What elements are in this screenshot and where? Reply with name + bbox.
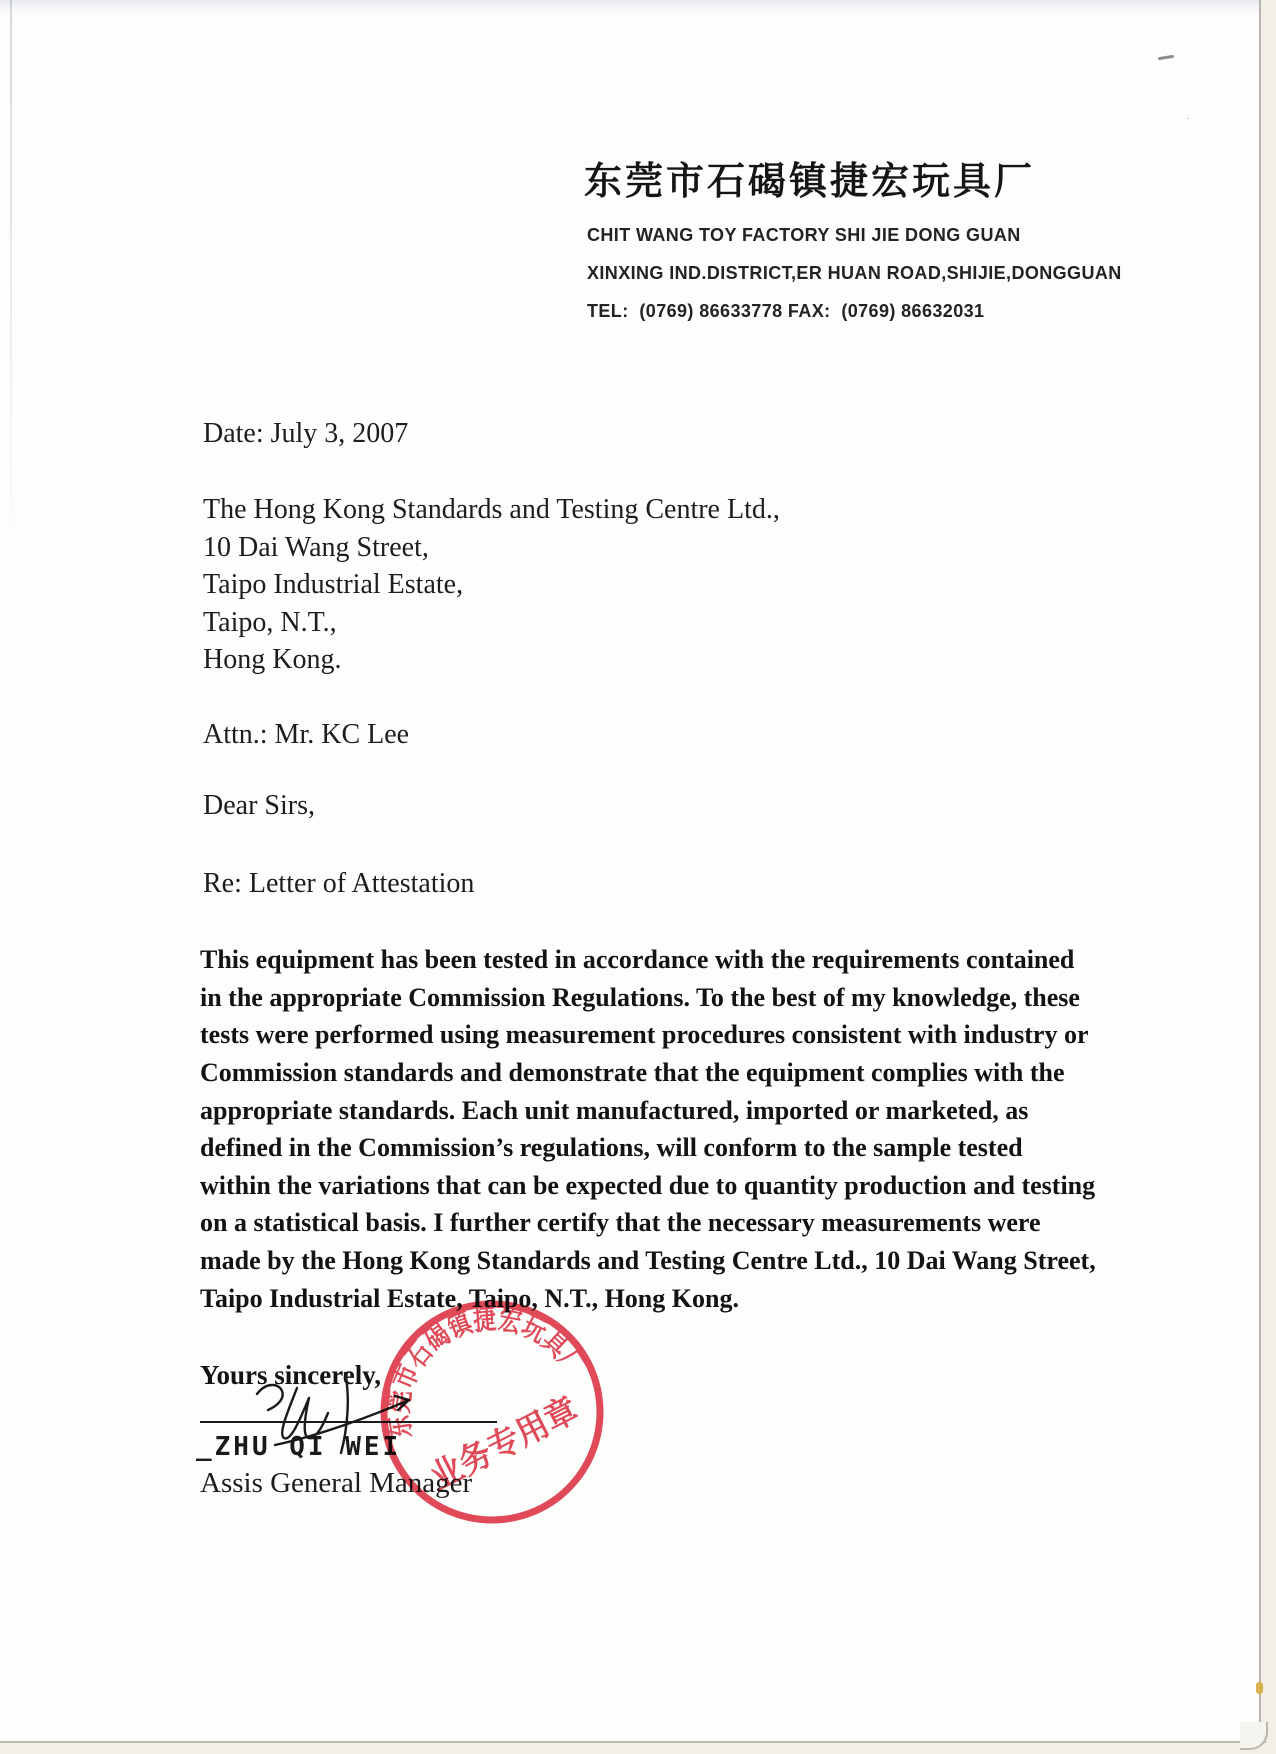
body-line: Commission standards and demonstrate that the equipment complies with the	[200, 1058, 1065, 1087]
body-line: appropriate standards. Each unit manufactured, imported or marketed, as	[200, 1096, 1029, 1125]
recipient-line: Taipo, N.T.,	[203, 607, 337, 638]
body-line: within the variations that can be expected due to quantity production and testing	[200, 1171, 1096, 1200]
body-line: Taipo Industrial Estate, Taipo, N.T., Hong Kong.	[200, 1284, 739, 1313]
scan-artifact: ·	[1186, 113, 1190, 125]
body-line: on a statistical basis. I further certify that the necessary measurements were	[200, 1208, 1041, 1237]
body-line: made by the Hong Kong Standards and Testing Centre Ltd., 10 Dai Wang Street,	[200, 1246, 1096, 1275]
recipient-line: The Hong Kong Standards and Testing Centre Ltd.,	[203, 494, 780, 525]
scan-edge-right	[1259, 0, 1276, 1754]
recipient-line: 10 Dai Wang Street,	[203, 532, 429, 563]
recipient-line: Taipo Industrial Estate,	[203, 569, 464, 600]
company-address: XINXING IND.DISTRICT,ER HUAN ROAD,SHIJIE,DONGGUAN	[587, 263, 1122, 283]
company-name-chinese: 东莞市石碣镇捷宏玩具厂	[584, 161, 1036, 203]
recipient-line: Hong Kong.	[203, 644, 342, 675]
valediction: Yours sincerely,	[200, 1360, 381, 1390]
scan-edge-bottom	[0, 1741, 1266, 1754]
company-seal-stamp	[374, 1294, 610, 1530]
scan-edge-left	[10, 0, 12, 560]
body-line: tests were performed using measurement procedures consistent with industry or	[200, 1020, 1089, 1049]
company-tel-fax: TEL: (0769) 86633778 FAX: (0769) 86632031	[587, 301, 985, 321]
signer-title: Assis General Manager	[200, 1467, 473, 1499]
attention-line: Attn.: Mr. KC Lee	[203, 719, 410, 750]
body-line: This equipment has been tested in accordance with the requirements contained	[200, 945, 1075, 974]
body-line: in the appropriate Commission Regulations. To the best of my knowledge, these	[200, 983, 1080, 1012]
company-name-english: CHIT WANG TOY FACTORY SHI JIE DONG GUAN	[587, 225, 1021, 245]
scan-artifact	[1158, 55, 1174, 60]
stamp-center-text: 业务专用章	[424, 1386, 594, 1498]
scan-edge-top	[0, 0, 1276, 14]
signer-name: _ZHU QI WEI	[196, 1432, 402, 1462]
stamp-ring-text: 东莞市石碣镇捷宏玩具厂	[381, 1302, 594, 1441]
date-line: Date: July 3, 2007	[203, 418, 409, 449]
salutation: Dear Sirs,	[203, 790, 315, 821]
scan-artifact	[1256, 1682, 1263, 1694]
subject-line: Re: Letter of Attestation	[203, 868, 475, 899]
body-line: defined in the Commission’s regulations, will conform to the sample tested	[200, 1133, 1023, 1162]
